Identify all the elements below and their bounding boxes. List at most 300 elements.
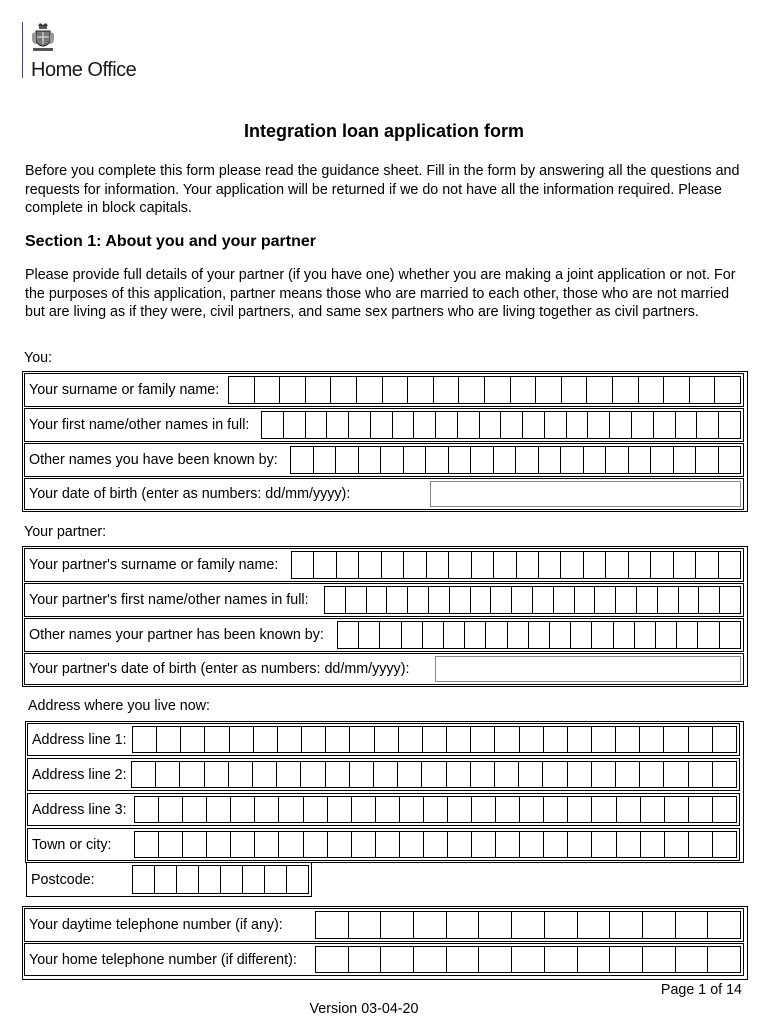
character-box[interactable] [358, 446, 382, 474]
character-box[interactable] [426, 551, 449, 579]
character-box[interactable] [422, 621, 444, 649]
character-box[interactable] [587, 411, 610, 439]
home-phone-row [24, 943, 744, 976]
character-box[interactable] [423, 796, 448, 823]
character-box[interactable] [609, 946, 643, 973]
home-phone-field[interactable] [316, 946, 741, 973]
character-box[interactable] [511, 911, 545, 939]
character-box[interactable] [583, 551, 606, 579]
character-box[interactable] [515, 446, 539, 474]
character-box[interactable] [358, 551, 381, 579]
character-box[interactable] [399, 796, 424, 823]
character-box[interactable] [303, 831, 328, 858]
character-box[interactable] [134, 796, 159, 823]
character-box[interactable] [567, 831, 592, 858]
character-box[interactable] [313, 446, 337, 474]
character-box[interactable] [628, 446, 652, 474]
surname-field[interactable] [229, 376, 741, 404]
character-box[interactable] [470, 586, 492, 614]
address-line-2-label: Address line 2: [32, 766, 127, 783]
character-box[interactable] [471, 551, 494, 579]
character-box[interactable] [516, 551, 539, 579]
character-box[interactable] [413, 911, 447, 939]
character-box[interactable] [276, 761, 301, 788]
character-box[interactable] [446, 761, 471, 788]
character-box[interactable] [324, 586, 346, 614]
character-box[interactable] [206, 796, 231, 823]
first-names-field[interactable] [262, 411, 741, 439]
character-box[interactable] [327, 796, 352, 823]
first-names-label: Your first name/other names in full: [29, 417, 250, 433]
character-box[interactable] [176, 865, 199, 894]
character-box[interactable] [653, 411, 676, 439]
surname-row [24, 373, 744, 407]
character-box[interactable] [433, 376, 460, 404]
character-box[interactable] [220, 865, 243, 894]
character-box[interactable] [560, 446, 584, 474]
character-box[interactable] [447, 831, 472, 858]
character-box[interactable] [379, 621, 401, 649]
character-box[interactable] [253, 726, 278, 753]
character-box[interactable] [397, 761, 422, 788]
character-box[interactable] [712, 831, 737, 858]
character-box[interactable] [718, 411, 741, 439]
character-box[interactable] [345, 586, 367, 614]
character-box[interactable] [583, 446, 607, 474]
character-box[interactable] [519, 831, 544, 858]
logo-text: Home Office [31, 59, 137, 81]
character-box[interactable] [154, 865, 177, 894]
character-box[interactable] [640, 796, 665, 823]
character-box[interactable] [519, 726, 544, 753]
partner-other-names-label: Other names your partner has been known by: [29, 627, 324, 643]
character-box[interactable] [495, 796, 520, 823]
character-box[interactable] [612, 376, 639, 404]
character-box[interactable] [348, 411, 371, 439]
character-box[interactable] [485, 621, 507, 649]
character-box[interactable] [697, 621, 719, 649]
character-box[interactable] [290, 446, 314, 474]
character-box[interactable] [543, 831, 568, 858]
partner-dob-row [24, 653, 744, 685]
character-box[interactable] [695, 446, 719, 474]
character-box[interactable] [435, 411, 458, 439]
character-box[interactable] [313, 551, 336, 579]
character-box[interactable] [605, 551, 628, 579]
character-box[interactable] [484, 376, 511, 404]
character-box[interactable] [718, 446, 742, 474]
character-box[interactable] [609, 911, 643, 939]
character-box[interactable] [609, 411, 632, 439]
character-box[interactable] [615, 586, 637, 614]
partner-surname-field[interactable] [292, 551, 741, 579]
character-box[interactable] [642, 911, 676, 939]
character-box[interactable] [470, 726, 495, 753]
character-box[interactable] [638, 376, 665, 404]
character-box[interactable] [543, 726, 568, 753]
postcode-row [26, 862, 312, 897]
character-box[interactable] [615, 761, 640, 788]
character-box[interactable] [663, 726, 688, 753]
address-line-3-field[interactable] [135, 796, 737, 823]
character-box[interactable] [511, 586, 533, 614]
postcode-field[interactable] [133, 865, 309, 894]
character-box[interactable] [567, 761, 592, 788]
character-box[interactable] [518, 761, 543, 788]
character-box[interactable] [155, 761, 180, 788]
character-box[interactable] [594, 586, 616, 614]
character-box[interactable] [335, 446, 359, 474]
character-box[interactable] [132, 726, 157, 753]
character-box[interactable] [676, 621, 698, 649]
character-box[interactable] [134, 831, 159, 858]
character-box[interactable] [688, 726, 713, 753]
character-box[interactable] [158, 796, 183, 823]
character-box[interactable] [616, 796, 641, 823]
character-box[interactable] [495, 831, 520, 858]
character-box[interactable] [639, 726, 664, 753]
character-box[interactable] [479, 411, 502, 439]
character-box[interactable] [543, 796, 568, 823]
other-names-field[interactable] [291, 446, 741, 474]
character-box[interactable] [228, 376, 255, 404]
character-box[interactable] [695, 551, 718, 579]
character-box[interactable] [493, 551, 516, 579]
character-box[interactable] [591, 831, 616, 858]
dob-field[interactable] [430, 481, 741, 507]
character-box[interactable] [403, 446, 427, 474]
character-box[interactable] [544, 411, 567, 439]
character-box[interactable] [382, 376, 409, 404]
character-box[interactable] [470, 761, 495, 788]
character-box[interactable] [542, 761, 567, 788]
character-box[interactable] [327, 831, 352, 858]
character-box[interactable] [457, 411, 480, 439]
dob-label: Your date of birth (enter as numbers: dd/mm/yyyy): [29, 486, 351, 502]
character-box[interactable] [718, 551, 741, 579]
character-box[interactable] [421, 761, 446, 788]
character-box[interactable] [446, 726, 471, 753]
character-box[interactable] [494, 726, 519, 753]
character-box[interactable] [300, 761, 325, 788]
partner-surname-label: Your partner's surname or family name: [29, 557, 279, 573]
character-box[interactable] [586, 376, 613, 404]
character-box[interactable] [519, 796, 544, 823]
character-box[interactable] [535, 376, 562, 404]
character-box[interactable] [326, 411, 349, 439]
character-box[interactable] [448, 446, 472, 474]
royal-coat-of-arms-icon [30, 22, 56, 58]
character-box[interactable] [370, 411, 393, 439]
character-box[interactable] [278, 796, 303, 823]
character-box[interactable] [229, 726, 254, 753]
character-box[interactable] [663, 761, 688, 788]
character-box[interactable] [179, 761, 204, 788]
character-box[interactable] [448, 551, 471, 579]
character-box[interactable] [636, 586, 658, 614]
character-box[interactable] [413, 946, 447, 973]
character-box[interactable] [696, 411, 719, 439]
character-box[interactable] [591, 726, 616, 753]
character-box[interactable] [471, 831, 496, 858]
character-box[interactable] [478, 946, 512, 973]
character-box[interactable] [204, 726, 229, 753]
character-box[interactable] [664, 796, 689, 823]
character-box[interactable] [538, 446, 562, 474]
character-box[interactable] [423, 831, 448, 858]
character-box[interactable] [613, 621, 635, 649]
character-box[interactable] [443, 621, 465, 649]
character-box[interactable] [315, 946, 349, 973]
character-box[interactable] [446, 946, 480, 973]
character-box[interactable] [447, 796, 472, 823]
surname-label: Your surname or family name: [29, 382, 220, 398]
character-box[interactable] [675, 411, 698, 439]
character-box[interactable] [242, 865, 265, 894]
character-box[interactable] [532, 586, 554, 614]
character-box[interactable] [561, 376, 588, 404]
character-box[interactable] [688, 796, 713, 823]
character-box[interactable] [522, 411, 545, 439]
address-line-2-field[interactable] [132, 761, 737, 788]
character-box[interactable] [544, 911, 578, 939]
character-box[interactable] [458, 376, 485, 404]
character-box[interactable] [348, 911, 382, 939]
character-box[interactable] [425, 446, 449, 474]
character-box[interactable] [182, 796, 207, 823]
character-box[interactable] [261, 411, 284, 439]
character-box[interactable] [663, 376, 690, 404]
character-box[interactable] [719, 586, 741, 614]
character-box[interactable] [616, 831, 641, 858]
address-line-3-row [27, 793, 740, 826]
character-box[interactable] [351, 796, 376, 823]
daytime-phone-row [24, 908, 744, 942]
address-line-3-label: Address line 3: [32, 801, 127, 818]
character-box[interactable] [373, 761, 398, 788]
daytime-phone-field[interactable] [316, 911, 741, 939]
character-box[interactable] [264, 865, 287, 894]
character-box[interactable] [449, 586, 471, 614]
character-box[interactable] [398, 726, 423, 753]
character-box[interactable] [407, 376, 434, 404]
character-box[interactable] [291, 551, 314, 579]
character-box[interactable] [675, 911, 709, 939]
partner-first-names-field[interactable] [325, 586, 741, 614]
address-line-1-label: Address line 1: [32, 731, 127, 748]
character-box[interactable] [464, 621, 486, 649]
character-box[interactable] [380, 911, 414, 939]
character-box[interactable] [198, 865, 221, 894]
character-box[interactable] [381, 551, 404, 579]
character-box[interactable] [712, 796, 737, 823]
character-box[interactable] [605, 446, 629, 474]
character-box[interactable] [286, 865, 309, 894]
character-box[interactable] [349, 761, 374, 788]
character-box[interactable] [348, 946, 382, 973]
character-box[interactable] [566, 411, 589, 439]
character-box[interactable] [689, 376, 716, 404]
character-box[interactable] [303, 796, 328, 823]
character-box[interactable] [490, 586, 512, 614]
character-box[interactable] [305, 376, 332, 404]
character-box[interactable] [591, 621, 613, 649]
character-box[interactable] [631, 411, 654, 439]
character-box[interactable] [422, 726, 447, 753]
character-box[interactable] [349, 726, 374, 753]
character-box[interactable] [351, 831, 376, 858]
character-box[interactable] [642, 946, 676, 973]
intro-text: Before you complete this form please read the guidance sheet. Fill in the form by answering all the questions and requests for information. Your application will be returned if we do not have all the information required. Please complete in block capitals. [25, 163, 740, 216]
character-box[interactable] [413, 411, 436, 439]
character-box[interactable] [254, 376, 281, 404]
character-box[interactable] [230, 796, 255, 823]
character-box[interactable] [315, 911, 349, 939]
character-box[interactable] [156, 726, 181, 753]
character-box[interactable] [254, 831, 279, 858]
character-box[interactable] [591, 761, 616, 788]
character-box[interactable] [375, 796, 400, 823]
character-box[interactable] [380, 446, 404, 474]
partner-surname-row [24, 548, 744, 582]
section-1-description: Please provide full details of your partner (if you have one) whether you are making a joint application or not. For the purposes of this application, partner means those who are married to each other, those who are not married but are living as if they were, civil partners, and same sex partners who are living together as civil partners. [25, 267, 736, 320]
character-box[interactable] [528, 621, 550, 649]
character-box[interactable] [279, 376, 306, 404]
form-title: Integration loan application form [243, 121, 524, 141]
character-box[interactable] [325, 761, 350, 788]
town-field[interactable] [135, 831, 737, 858]
character-box[interactable] [678, 586, 700, 614]
character-box[interactable] [567, 726, 592, 753]
partner-label: Your partner: [24, 524, 107, 540]
character-box[interactable] [336, 551, 359, 579]
partner-other-names-row [24, 618, 744, 652]
character-box[interactable] [640, 831, 665, 858]
character-box[interactable] [325, 726, 350, 753]
character-box[interactable] [180, 726, 205, 753]
character-box[interactable] [228, 761, 253, 788]
character-box[interactable] [337, 621, 359, 649]
character-box[interactable] [577, 946, 611, 973]
character-box[interactable] [470, 446, 494, 474]
character-box[interactable] [374, 726, 399, 753]
character-box[interactable] [252, 761, 277, 788]
character-box[interactable] [230, 831, 255, 858]
character-box[interactable] [719, 621, 741, 649]
character-box[interactable] [510, 376, 537, 404]
character-box[interactable] [380, 946, 414, 973]
version-text: Version 03-04-20 [309, 1001, 419, 1017]
character-box[interactable] [471, 796, 496, 823]
character-box[interactable] [494, 761, 519, 788]
character-box[interactable] [591, 796, 616, 823]
character-box[interactable] [283, 411, 306, 439]
character-box[interactable] [549, 621, 571, 649]
character-box[interactable] [478, 911, 512, 939]
character-box[interactable] [206, 831, 231, 858]
postcode-label: Postcode: [31, 871, 95, 888]
address-line-1-field[interactable] [133, 726, 737, 753]
character-box[interactable] [278, 831, 303, 858]
character-box[interactable] [688, 761, 713, 788]
character-box[interactable] [399, 831, 424, 858]
character-box[interactable] [407, 586, 429, 614]
character-box[interactable] [358, 621, 380, 649]
home-office-logo [22, 22, 150, 80]
character-box[interactable] [650, 551, 673, 579]
you-label: You: [24, 350, 53, 366]
character-box[interactable] [254, 796, 279, 823]
character-box[interactable] [507, 621, 529, 649]
character-box[interactable] [277, 726, 302, 753]
character-box[interactable] [664, 831, 689, 858]
character-box[interactable] [493, 446, 517, 474]
character-box[interactable] [634, 621, 656, 649]
character-box[interactable] [131, 761, 156, 788]
character-box[interactable] [615, 726, 640, 753]
character-box[interactable] [673, 446, 697, 474]
character-box[interactable] [366, 586, 388, 614]
logo-bar [22, 22, 23, 78]
character-box[interactable] [673, 551, 696, 579]
character-box[interactable] [375, 831, 400, 858]
character-box[interactable] [401, 621, 423, 649]
character-box[interactable] [567, 796, 592, 823]
character-box[interactable] [650, 446, 674, 474]
character-box[interactable] [675, 946, 709, 973]
character-box[interactable] [330, 376, 357, 404]
character-box[interactable] [688, 831, 713, 858]
character-box[interactable] [403, 551, 426, 579]
character-box[interactable] [655, 621, 677, 649]
character-box[interactable] [386, 586, 408, 614]
character-box[interactable] [356, 376, 383, 404]
character-box[interactable] [428, 586, 450, 614]
partner-dob-field[interactable] [435, 656, 741, 682]
character-box[interactable] [500, 411, 523, 439]
character-box[interactable] [132, 865, 155, 894]
character-box[interactable] [511, 946, 545, 973]
character-box[interactable] [182, 831, 207, 858]
character-box[interactable] [639, 761, 664, 788]
character-box[interactable] [570, 621, 592, 649]
character-box[interactable] [577, 911, 611, 939]
character-box[interactable] [628, 551, 651, 579]
character-box[interactable] [560, 551, 583, 579]
character-box[interactable] [707, 946, 741, 973]
character-box[interactable] [204, 761, 229, 788]
character-box[interactable] [538, 551, 561, 579]
character-box[interactable] [544, 946, 578, 973]
character-box[interactable] [553, 586, 575, 614]
partner-dob-label: Your partner's date of birth (enter as numbers: dd/mm/yyyy): [29, 661, 410, 677]
section-1-heading: Section 1: About you and your partner [25, 233, 316, 250]
character-box[interactable] [657, 586, 679, 614]
character-box[interactable] [698, 586, 720, 614]
character-box[interactable] [446, 911, 480, 939]
address-label: Address where you live now: [28, 698, 210, 714]
character-box[interactable] [707, 911, 741, 939]
character-box[interactable] [301, 726, 326, 753]
character-box[interactable] [158, 831, 183, 858]
character-box[interactable] [712, 761, 737, 788]
character-box[interactable] [392, 411, 415, 439]
character-box[interactable] [305, 411, 328, 439]
partner-other-names-field[interactable] [338, 621, 741, 649]
character-box[interactable] [574, 586, 596, 614]
character-box[interactable] [712, 726, 737, 753]
character-box[interactable] [714, 376, 741, 404]
